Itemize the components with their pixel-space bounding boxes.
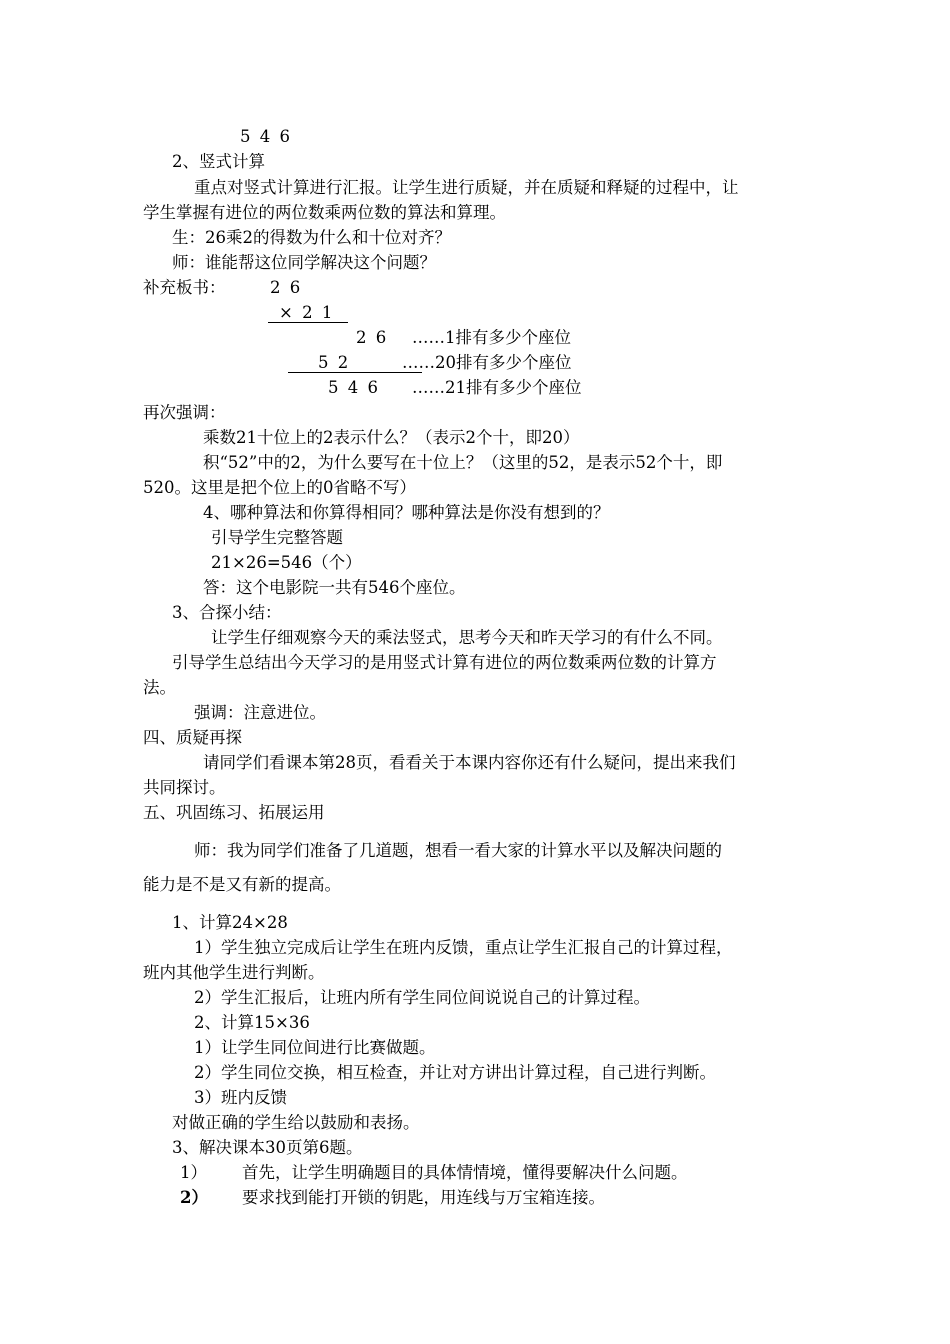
paragraph-text: 1）让学生同位间进行比赛做题。 bbox=[194, 1038, 436, 1057]
heading-section-5: 五、巩固练习、拓展运用 bbox=[143, 803, 325, 822]
paragraph-text: 能力是不是又有新的提高。 bbox=[143, 875, 341, 894]
paragraph-text: 首先，让学生明确题目的具体情情境，懂得要解决什么问题。 bbox=[242, 1163, 688, 1182]
list-marker: 2） bbox=[180, 1188, 208, 1207]
product-546: 5 4 6 bbox=[328, 378, 380, 397]
paragraph-text: 引导学生总结出今天学习的是用竖式计算有进位的两位数乘两位数的计算方 bbox=[172, 653, 717, 672]
partial-product-26: 2 6 bbox=[356, 328, 389, 347]
heading-vertical-calculation: 2、竖式计算 bbox=[172, 152, 265, 171]
partial-product-52: 5 2 bbox=[318, 353, 351, 372]
teacher-question: 师：谁能帮这位同学解决这个问题？ bbox=[172, 253, 436, 272]
paragraph-text: 3）班内反馈 bbox=[194, 1088, 287, 1107]
paragraph-text: 法。 bbox=[143, 678, 176, 697]
note-20-rows: ……20排有多少个座位 bbox=[402, 353, 572, 372]
paragraph-text: 学生掌握有进位的两位数乘两位数的算法和算理。 bbox=[143, 203, 506, 222]
paragraph-text: 对做正确的学生给以鼓励和表扬。 bbox=[172, 1113, 420, 1132]
paragraph-text: 2）学生同位交换，相互检查，并让对方讲出计算过程，自己进行判断。 bbox=[194, 1063, 716, 1082]
paragraph-text: 4、哪种算法和你算得相同？哪种算法是你没有想到的？ bbox=[203, 503, 610, 522]
board-label: 补充板书： bbox=[143, 278, 226, 297]
multiplicand: 2 6 bbox=[270, 278, 303, 297]
paragraph-text: 要求找到能打开锁的钥匙，用连线与万宝箱连接。 bbox=[242, 1188, 605, 1207]
note-21-rows: ……21排有多少个座位 bbox=[412, 378, 582, 397]
paragraph-text: 让学生仔细观察今天的乘法竖式，思考今天和昨天学习的有什么不同。 bbox=[211, 628, 723, 647]
paragraph-text: 引导学生完整答题 bbox=[211, 528, 343, 547]
heading-summary: 3、合探小结： bbox=[172, 603, 282, 622]
answer: 答：这个电影院一共有546个座位。 bbox=[203, 578, 466, 597]
product-546-top: 5 4 6 bbox=[240, 127, 292, 146]
heading-section-4: 四、质疑再探 bbox=[143, 728, 242, 747]
note-1-row: ……1排有多少个座位 bbox=[412, 328, 571, 347]
paragraph-text: 师：我为同学们准备了几道题，想看一看大家的计算水平以及解决问题的 bbox=[194, 841, 722, 860]
paragraph-text: 乘数21十位上的2表示什么？（表示2个十，即20） bbox=[203, 428, 580, 447]
exercise-1: 1、计算24×28 bbox=[172, 913, 288, 932]
exercise-2: 2、计算15×36 bbox=[194, 1013, 310, 1032]
paragraph-text: 2）学生汇报后，让班内所有学生同位间说说自己的计算过程。 bbox=[194, 988, 650, 1007]
exercise-3: 3、解决课本30页第6题。 bbox=[172, 1138, 363, 1157]
multiplier: × 2 1 bbox=[279, 303, 335, 322]
paragraph-text: 请同学们看课本第28页，看看关于本课内容你还有什么疑问，提出来我们 bbox=[203, 753, 736, 772]
paragraph-text: 积“52”中的2，为什么要写在十位上？（这里的52，是表示52个十，即 bbox=[203, 453, 723, 472]
equation: 21×26=546（个） bbox=[211, 553, 362, 572]
paragraph-text: 520。这里是把个位上的0省略不写） bbox=[143, 478, 416, 497]
student-question: 生：26乘2的得数为什么和十位对齐？ bbox=[172, 228, 451, 247]
calc-underline-1 bbox=[268, 322, 348, 323]
paragraph-text: 1）学生独立完成后让学生在班内反馈，重点让学生汇报自己的计算过程， bbox=[194, 938, 733, 957]
paragraph-text: 重点对竖式计算进行汇报。让学生进行质疑，并在质疑和释疑的过程中，让 bbox=[194, 178, 739, 197]
list-marker: 1） bbox=[180, 1163, 207, 1182]
paragraph-text: 强调：注意进位。 bbox=[194, 703, 326, 722]
paragraph-text: 共同探讨。 bbox=[143, 778, 226, 797]
emphasis-label: 再次强调： bbox=[143, 403, 226, 422]
paragraph-text: 班内其他学生进行判断。 bbox=[143, 963, 325, 982]
